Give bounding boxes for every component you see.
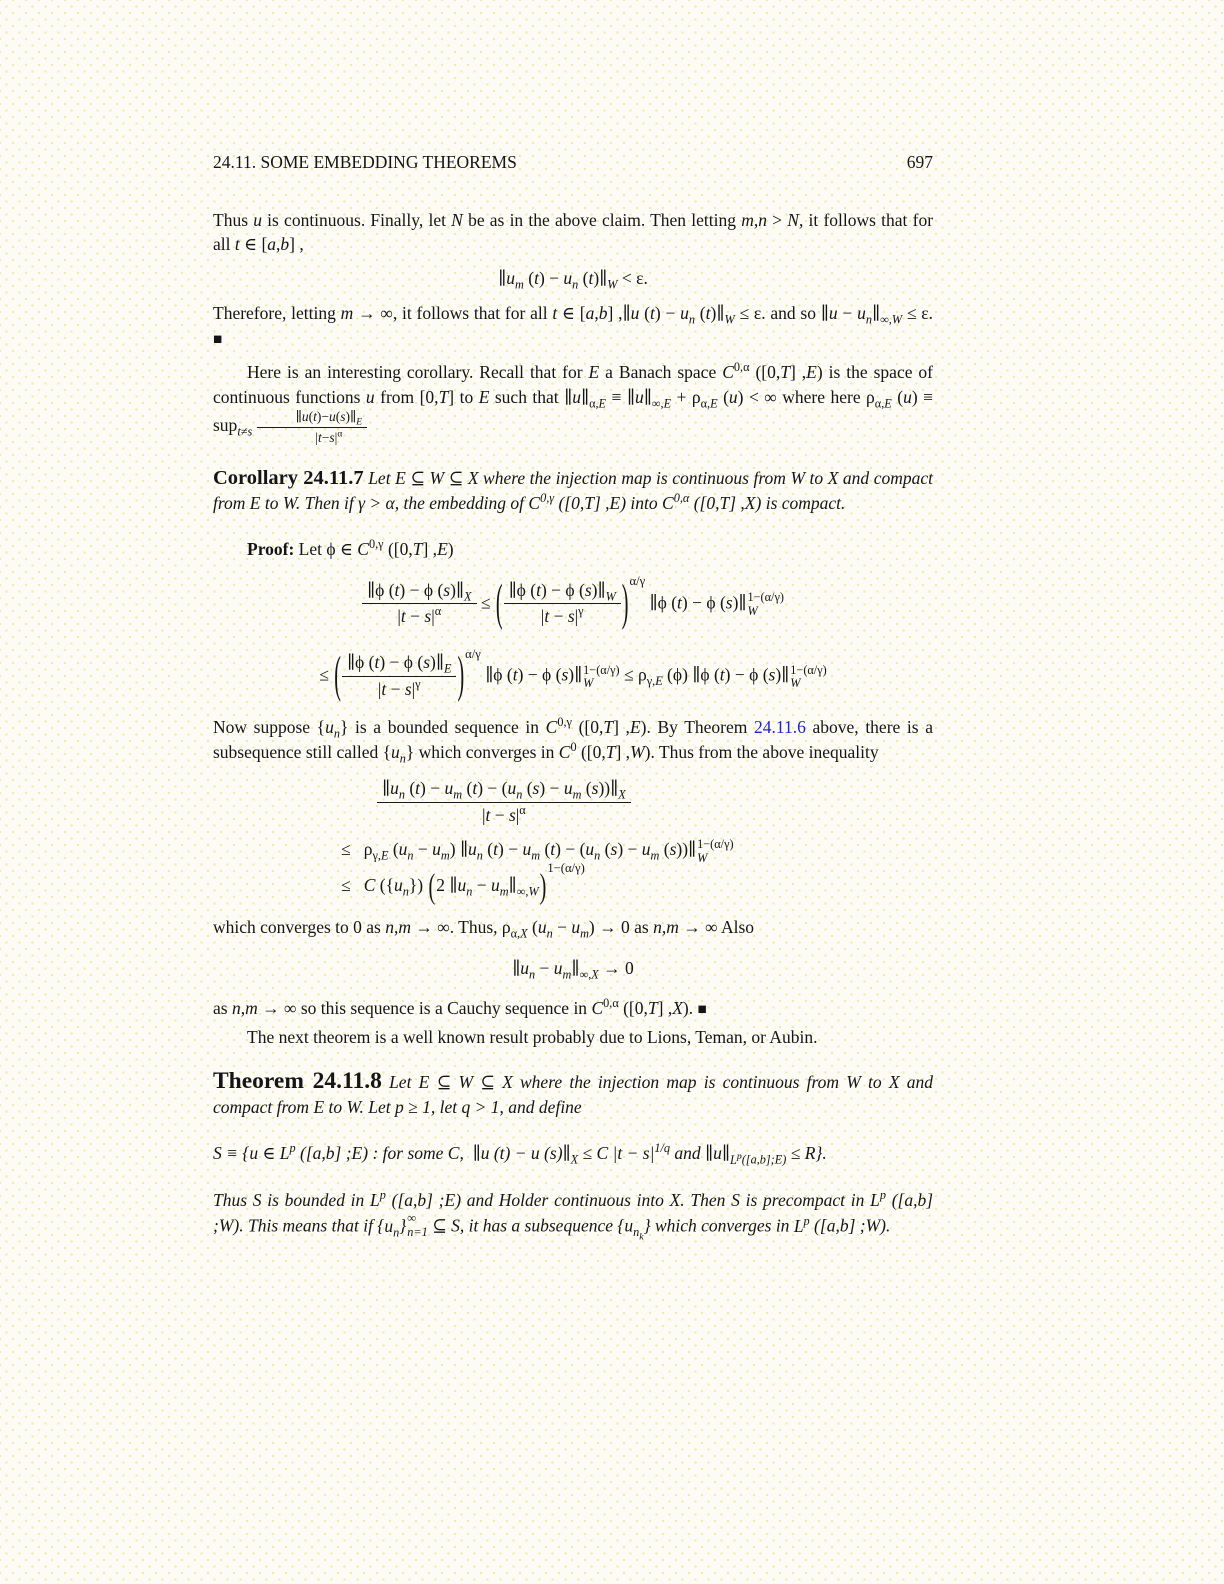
equation-aligned-rho-bound: ≤ $\rho_{\gamma,E}$ $(u_n - u_m)$ $\parallel u_n$ $(t) - u_m$ $(t) - (u_n$ $(s) - u_m$ (s))∥ 1−(α/γ) W [341,836,734,865]
paragraph-therefore: Therefore, letting m → ∞, it follows that for all t ∈ [a,b] ,∥u $(t) - u_n$ $(t)\parallel_W \le \varepsilon$. and so ∥u − $u_n\parallel_{\infty,W} \le \varepsilon$. ■ [213,303,933,348]
theorem-24-11-8 [213,1069,933,1119]
paragraph-next-theorem: The next theorem is a well known result probably due to Lions, Teman, or Aubin. [247,1026,818,1047]
proof-lead-paragraph [213,537,933,562]
equation-holder-interpolation-1: $\frac{\parallel\phi (t) - \phi (s)\parallel_X}{|t - s|^\alpha}$ ≤ ( $\frac{\parallel\phi (t) - \phi (s)\parallel_W}{|t - s|^\gamma}$ )$^{\alpha/\gamma}$ ∥ϕ (t) − ϕ (s)∥ 1−(α/γ) W [213,580,933,629]
equation-aligned-fraction: $\frac{\parallel u_n (t) - u_m (t) - (u_n (s) - u_m (s))\parallel_X}{|t - s|^\alpha}$ [377,778,933,827]
equation-set-S-definition: S ≡ {u ∈ $L^p$ ([a,b] ;E) : for some C, ∥u (t) − u $(s)\parallel_X \le C$ $|t - s|^{1/q}$ and $\parallel u\parallel_{L^p([a,b];E)} \le R$}. [213,1141,827,1167]
page-content [213,150,933,1246]
equation-epsilon-bound: $\parallel u_m$ $(t) - u_n$ $(t)\parallel_W < \varepsilon$. [498,267,648,291]
paragraph-thus-continuous: Thus u is continuous. Finally, let N be as in the above claim. Then letting m,n > N, it follows that for all t ∈ [a,b] , [213,209,934,254]
section-title: 24.11. SOME EMBEDDING THEOREMS [213,152,517,172]
theorem-24-11-6-link[interactable]: 24.11.6 [754,717,806,738]
page-header [213,150,933,175]
page-number: 697 [906,152,933,172]
corollary-statement: Let E ⊆ W ⊆ X where the injection map is continuous from W to X and compact from E to W. Then if γ > α, the embedding of $C^{0,\gamma}$ ([0,T] ,E) into $C^{0,\alpha}$ ([0,T] ,X) is compact. [213,468,933,513]
corollary-label: Corollary 24.11.7 [213,467,364,490]
equation-holder-interpolation-2: ≤ ( $\frac{\parallel\phi (t) - \phi (s)\parallel_E}{|t - s|^\gamma}$ )$^{\alpha/\gamma}$ ∥ϕ (t) − ϕ (s)∥ 1−(α/γ) W ≤ $\rho_{\gamma,E}$ (ϕ) ∥ϕ (t) − ϕ (s)∥ 1−(α/γ) W [319,647,827,705]
paragraph-corollary-intro: Here is an interesting corollary. Recall that for E a Banach space $C^{0,\alpha}$ ([0,T] ,E) is the space of continuous functions u from [0,T] to E such that $\parallel u\parallel_{\alpha,E}$ ≡ $\parallel u\parallel_{\infty,E} + \rho_{\alpha,E}$ (u) < ∞ where here $\rho_{\alpha,E}$ (u) ≡ sup$_{t\ne s}$ $\frac{\parallel u(t)-u(s)\parallel_E}{|t-s|^\alpha}$ [213,360,934,445]
theorem-statement: Let E ⊆ W ⊆ X where the injection map is continuous from W to X and compact from E to W. Let p ≥ 1, let q > 1, and define [213,1072,933,1117]
paragraph-which-converges: which converges to 0 as n,m → ∞. Thus, $\rho_{\alpha,X}$ $(u_n - u_m) \to 0$ as n,m → ∞ Also [213,917,755,941]
paragraph-thus-S-bounded: Thus S is bounded in $L^p$ ([a,b] ;E) and Holder continuous into X. Then S is precompact in $L^p$ ([a,b] ;W). This means that if $\{u_n\}$ ∞ n=1 ⊆ S, it has a subsequence $\{u_{n_k}\}$ which converges in $L^p$ ([a,b] ;W). [213,1188,934,1243]
proof-lead-text: Let ϕ ∈ $C^{0,\gamma}$ ([0,T] ,E) [294,537,454,560]
paragraph-cauchy-sequence: as n,m → ∞ so this sequence is a Cauchy sequence in $C^{0,\alpha}$ ([0,T] ,X). ■ [213,996,707,1019]
theorem-label: Theorem 24.11.8 [213,1068,382,1095]
paragraph-now-suppose: Now suppose $\{u_n\}$ is a bounded sequence in $C^{0,\gamma}$ ([0,T] ,E). By Theorem 24.11.6 above, there is a subsequence still called $\{u_n\}$ which converges in $C^0$ ([0,T] ,W). Thus from the above inequality [213,715,934,766]
equation-aligned-C-bound: ≤ C $(\{u_n\})$ (2 $\parallel u_n$ − $u_m\parallel_{\infty,W})^{1-(\alpha/\gamma)}$ [341,861,585,907]
equation-sup-limit: $\parallel u_n$ − $u_m\parallel_{\infty,X} \to 0$ [512,957,634,982]
corollary-24-11-7 [213,466,933,515]
proof-label: Proof: [247,539,295,560]
